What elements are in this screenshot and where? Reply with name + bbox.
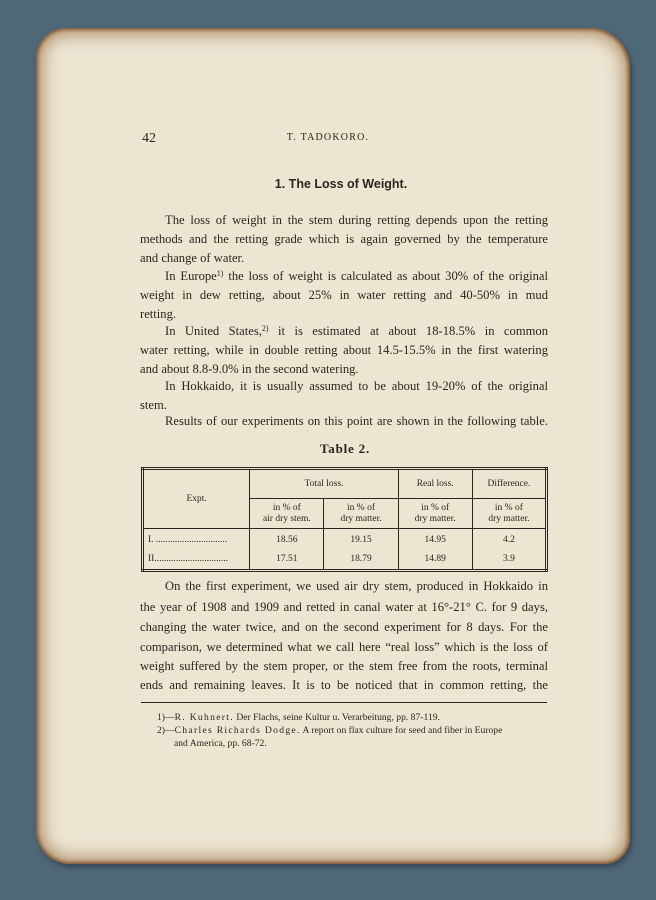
text-fragment: In United States, bbox=[165, 324, 262, 338]
text-fragment: the loss of weight is calculated as about 30% of the original bbox=[223, 269, 548, 283]
running-header-author: T. TADOKORO. bbox=[286, 132, 370, 143]
footnote-text: Der Flachs, seine Kultur u. Verarbeitung, pp. 87-119. bbox=[233, 712, 440, 723]
text-line: Results of our experiments on this point are shown in the following table. bbox=[165, 414, 548, 428]
table-cell: 3.9 bbox=[472, 550, 546, 571]
text-line: the year of 1908 and 1909 and retted in canal water at 16°-21° C. for 9 days, bbox=[140, 600, 548, 614]
subheader-line: air dry stem. bbox=[262, 513, 311, 524]
text-line: stem. bbox=[140, 398, 167, 412]
subheader-dry-matter bbox=[398, 499, 472, 529]
text-line bbox=[165, 269, 548, 284]
subheader-line: in % of bbox=[347, 502, 375, 513]
text-line: weight suffered by the stem proper, or the stem free from the roots, terminal bbox=[140, 659, 548, 673]
text-line: The loss of weight in the stem during retting depends upon the retting bbox=[165, 213, 548, 227]
text-line: retting. bbox=[140, 307, 177, 321]
table-cell: 19.15 bbox=[324, 529, 398, 551]
table-cell: 14.89 bbox=[398, 550, 472, 571]
text-line: comparison, we determined what we call here “real loss” which is the loss of bbox=[140, 640, 548, 654]
table-cell: 18.79 bbox=[324, 550, 398, 571]
subheader-line: dry matter. bbox=[414, 513, 456, 524]
footnote-2-continued: and America, pp. 68-72. bbox=[174, 738, 267, 749]
text-line bbox=[165, 324, 548, 339]
footnote-number: 2)— bbox=[157, 725, 175, 736]
text-line: In Hokkaido, it is usually assumed to be about 19-20% of the original bbox=[165, 379, 548, 393]
text-fragment: In Europe bbox=[165, 269, 217, 283]
footnote-number: 1)— bbox=[157, 712, 175, 723]
expt-cell: I. .............................. bbox=[143, 529, 250, 551]
section-title: 1. The Loss of Weight. bbox=[274, 177, 408, 191]
subheader-line: dry matter. bbox=[488, 513, 530, 524]
footnote-ref-1: 1) bbox=[216, 269, 224, 278]
text-fragment: it is estimated at about 18-18.5% in common bbox=[268, 324, 548, 338]
footnote-ref-2: 2) bbox=[261, 324, 269, 333]
footnote-author: Charles Richards Dodge. bbox=[174, 725, 301, 736]
table-cell: 17.51 bbox=[250, 550, 324, 571]
text-line: ends and remaining leaves. It is to be noticed that in common retting, the bbox=[140, 678, 548, 692]
subheader-dry-matter bbox=[324, 499, 398, 529]
subheader-line: in % of bbox=[494, 502, 523, 513]
table-row bbox=[143, 550, 547, 571]
real-loss-header: Real loss. bbox=[398, 469, 472, 499]
footnote-author: R. Kuhnert. bbox=[174, 712, 234, 723]
table-cell: 4.2 bbox=[472, 529, 546, 551]
text-line: and about 8.8-9.0% in the second watering. bbox=[140, 362, 359, 376]
footnote-text: A report on flax culture for seed and fiber in Europe bbox=[300, 725, 503, 736]
footnote-2 bbox=[157, 725, 502, 736]
text-line: weight in dew retting, about 25% in water retting and 40-50% in mud bbox=[140, 288, 548, 302]
page-number: 42 bbox=[142, 131, 156, 146]
difference-header: Difference. bbox=[472, 469, 546, 499]
table-cell: 18.56 bbox=[250, 529, 324, 551]
table-row bbox=[143, 529, 547, 551]
table-header-row bbox=[143, 469, 547, 499]
expt-header: Expt. bbox=[143, 469, 250, 529]
table-cell: 14.95 bbox=[398, 529, 472, 551]
footnote-1 bbox=[157, 712, 440, 723]
footnote-divider bbox=[141, 702, 547, 703]
results-table bbox=[141, 467, 548, 572]
text-line: and change of water. bbox=[140, 251, 245, 265]
table-caption: Table 2. bbox=[320, 441, 370, 456]
text-line: methods and the retting grade which is again governed by the temperature bbox=[140, 232, 548, 246]
subheader-line: in % of bbox=[421, 502, 450, 513]
text-line: water retting, while in double retting about 14.5-15.5% in the first watering bbox=[140, 343, 548, 357]
subheader-line: dry matter. bbox=[340, 513, 382, 524]
subheader-line: in % of bbox=[272, 502, 301, 513]
total-loss-header: Total loss. bbox=[250, 469, 398, 499]
subheader-dry-matter bbox=[472, 499, 546, 529]
text-line: On the first experiment, we used air dry stem, produced in Hokkaido in bbox=[165, 579, 548, 593]
expt-cell: II............................... bbox=[143, 550, 250, 571]
text-line: changing the water twice, and on the second experiment for 8 days. For the bbox=[140, 620, 548, 634]
subheader-air-dry bbox=[250, 499, 324, 529]
